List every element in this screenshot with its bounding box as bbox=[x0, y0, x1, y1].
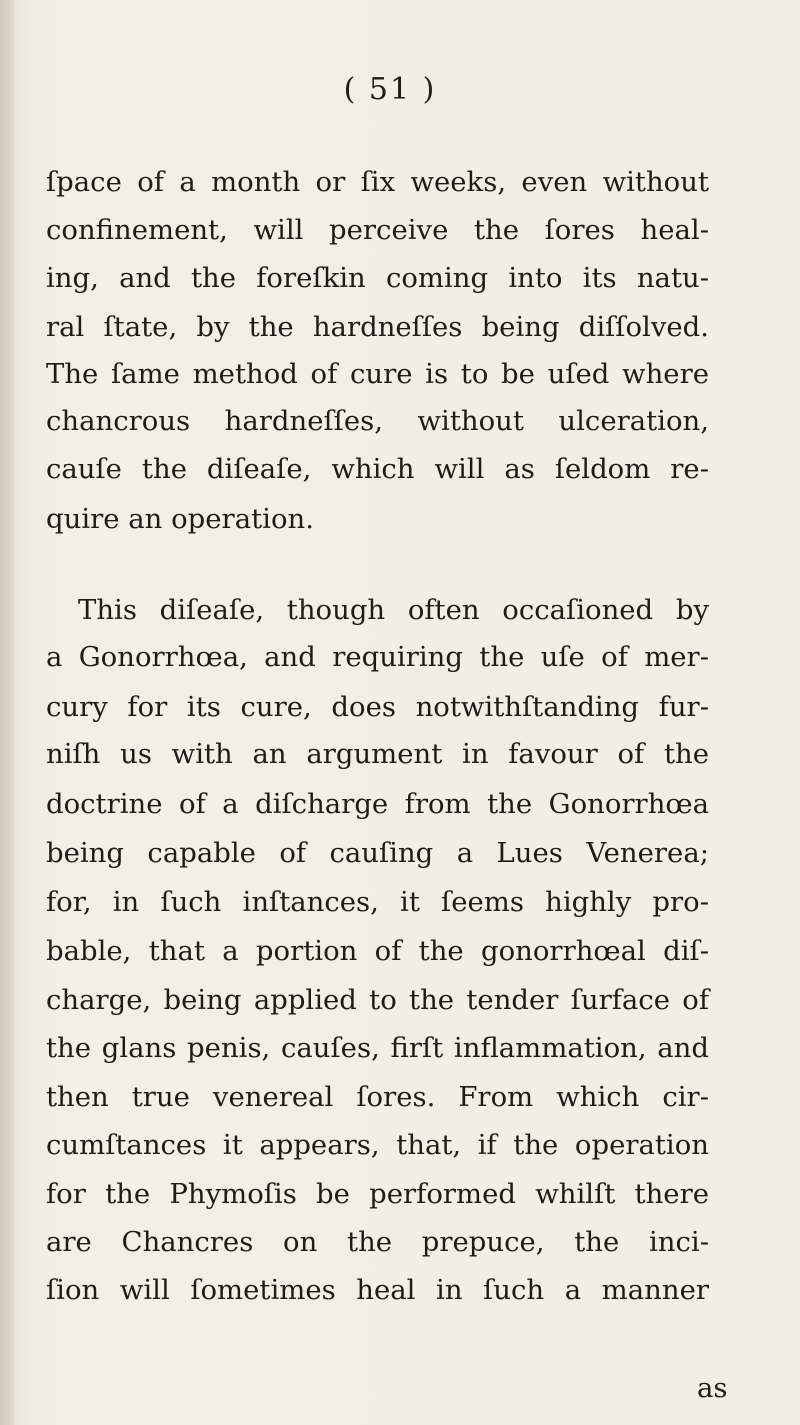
text-line: for, in ſuch inſtances, it ſeems highly pro- bbox=[46, 886, 709, 918]
text-line: niſh us with an argument in favour of the bbox=[46, 738, 709, 770]
text-line: ſpace of a month or ſix weeks, even without bbox=[46, 166, 709, 198]
text-line: cury for its cure, does notwithſtanding fur- bbox=[46, 691, 709, 723]
text-line: confinement, will perceive the ſores heal- bbox=[46, 214, 709, 246]
binding-edge bbox=[0, 0, 14, 1425]
text-line: doctrine of a diſcharge from the Gonorrhœa bbox=[46, 788, 709, 820]
text-line: a Gonorrhœa, and requiring the uſe of mer- bbox=[46, 641, 709, 673]
text-line: being capable of cauſing a Lues Venerea; bbox=[46, 837, 709, 869]
text-line: bable, that a portion of the gonorrhœal diſ- bbox=[46, 935, 709, 967]
catchword: as bbox=[697, 1372, 728, 1404]
text-line: The ſame method of cure is to be uſed where bbox=[46, 358, 709, 390]
text-line: cumſtances it appears, that, if the operation bbox=[46, 1129, 709, 1161]
text-line: are Chancres on the prepuce, the inci- bbox=[46, 1226, 709, 1258]
text-line: ing, and the foreſkin coming into its natu- bbox=[46, 262, 709, 294]
text-line: ral ſtate, by the hardneſſes being diſſolved. bbox=[46, 311, 709, 343]
text-line: chancrous hardneſſes, without ulceration, bbox=[46, 405, 709, 437]
text-line: This diſeaſe, though often occaſioned by bbox=[78, 594, 709, 626]
text-line: ſion will ſometimes heal in ſuch a manner bbox=[46, 1274, 709, 1306]
text-line: then true venereal ſores. From which cir- bbox=[46, 1081, 709, 1113]
text-line: quire an operation. bbox=[46, 503, 314, 535]
page-number: ( 51 ) bbox=[343, 72, 437, 107]
text-line: charge, being applied to the tender ſurface of bbox=[46, 984, 709, 1016]
text-line: the glans penis, cauſes, firſt inflammation, and bbox=[46, 1032, 709, 1064]
text-line: cauſe the diſeaſe, which will as ſeldom re- bbox=[46, 453, 709, 485]
text-line: for the Phymoſis be performed whilſt there bbox=[46, 1178, 709, 1210]
